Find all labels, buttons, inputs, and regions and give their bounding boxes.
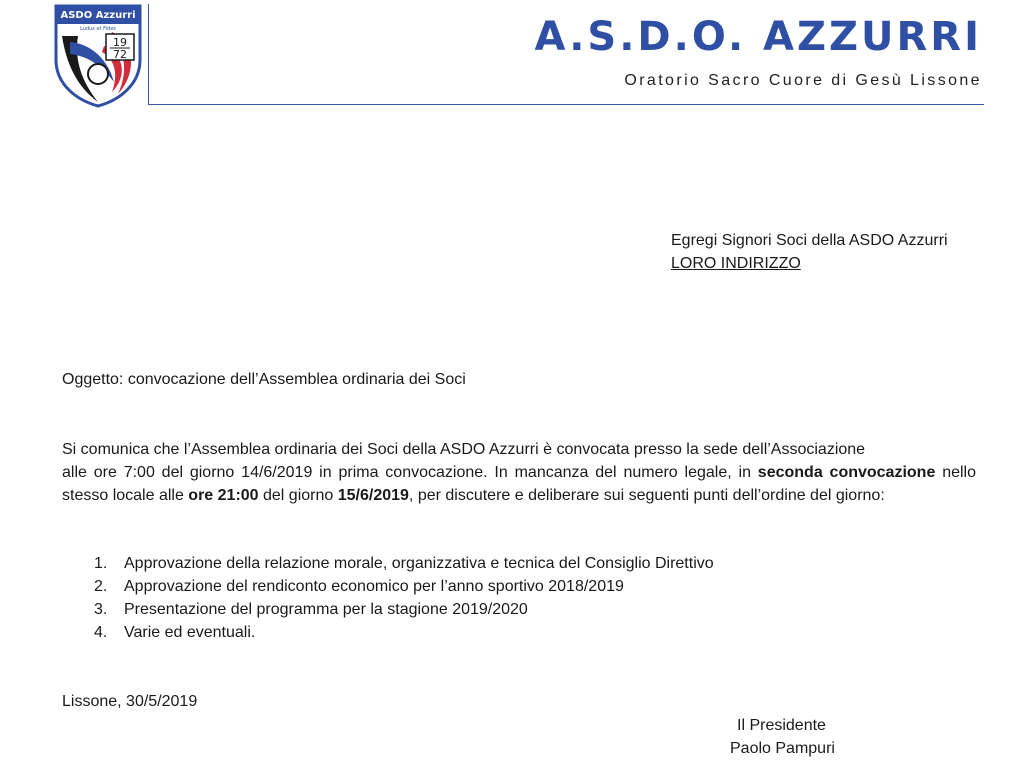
agenda-list (94, 552, 714, 644)
body-first-line: Si comunica che l’Assemblea ordinaria dei Soci della ASDO Azzurri è convocata presso la sede dell’Associazione (62, 441, 866, 458)
letter-subject: Oggetto: convocazione dell’Assemblea ordinaria dei Soci (62, 371, 466, 388)
list-item (94, 598, 714, 621)
logo-year-top: 19 (113, 36, 127, 49)
body-bold-date: 15/6/2019 (337, 487, 409, 504)
letter-body (62, 438, 976, 507)
logo-year-bottom: 72 (113, 48, 127, 61)
list-item-number: 3. (94, 601, 108, 618)
recipient-address: LORO INDIRIZZO (671, 255, 801, 272)
logo-text: ASDO Azzurri (60, 10, 136, 21)
body-text: nello stesso locale alle (62, 464, 976, 504)
logo-motto: Ludus et Fides (80, 26, 116, 32)
list-item (94, 575, 714, 598)
body-text: , per discutere e deliberare sui seguenti punti dell’ordine del giorno: (408, 487, 885, 504)
list-item (94, 621, 714, 644)
body-text: alle ore 7:00 del giorno 14/6/2019 in prima convocazione. In mancanza del numero legale, in (62, 464, 758, 481)
list-item-text: Presentazione del programma per la stagione 2019/2020 (124, 601, 528, 618)
signature-role: Il Presidente (737, 717, 826, 734)
list-item (94, 552, 714, 575)
header-vertical-rule (148, 4, 149, 105)
body-bold-time: ore 21:00 (188, 487, 259, 504)
club-crest-logo (52, 2, 144, 108)
body-paragraph (62, 461, 976, 507)
list-item-text: Varie ed eventuali. (124, 624, 256, 641)
brand-title: A.S.D.O. AZZURRI (534, 14, 982, 60)
list-item-number: 1. (94, 555, 108, 572)
place-and-date: Lissone, 30/5/2019 (62, 693, 198, 710)
recipient-line: Egregi Signori Soci della ASDO Azzurri (671, 232, 948, 249)
brand-subtitle: Oratorio Sacro Cuore di Gesù Lissone (624, 72, 982, 89)
header-horizontal-rule (148, 104, 984, 105)
list-item-number: 2. (94, 578, 108, 595)
list-item-text: Approvazione della relazione morale, organizzativa e tecnica del Consiglio Direttivo (124, 555, 714, 572)
body-text: del giorno (258, 487, 338, 504)
signature-name: Paolo Pampuri (730, 740, 835, 757)
list-item-number: 4. (94, 624, 108, 641)
recipient-block (671, 229, 948, 275)
list-item-text: Approvazione del rendiconto economico per l’anno sportivo 2018/2019 (124, 578, 624, 595)
body-bold-second-call: seconda convocazione (757, 464, 936, 481)
